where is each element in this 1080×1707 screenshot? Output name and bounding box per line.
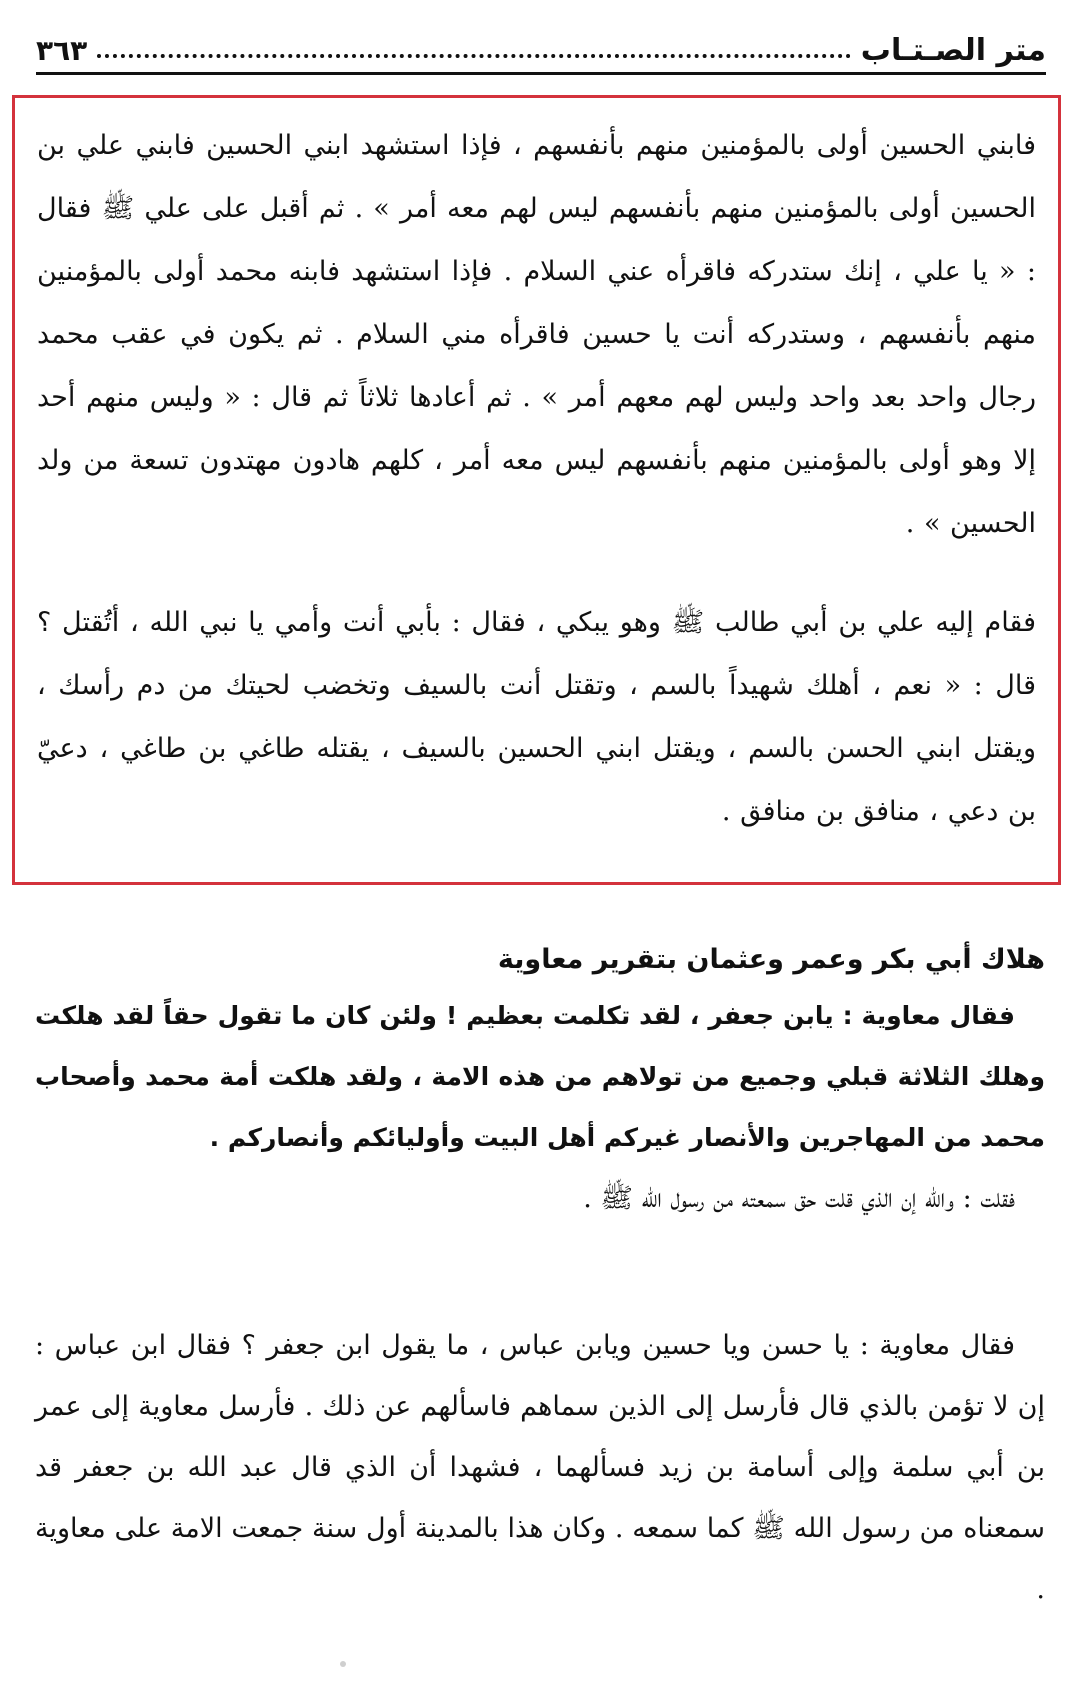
running-title: متر الصـتـاب — [860, 32, 1046, 68]
page-number: ٣٦٣ — [36, 33, 88, 67]
bold-paragraph: فقال معاوية : يابن جعفر ، لقد تكلمت بعظيم ! ولئن كان ما تقول حقاً لقد هلكت وهلك الثلاثة قبلي وجميع من تولاهم من هذه الامة ، ولقد هلكت أمة محمد وأصحاب محمد من المهاجرين والأنصار غيركم أهل البيت وأوليائكم وأنصاركم . — [35, 1001, 1045, 1152]
passage-paragraph-2: فقام إليه علي بن أبي طالب ﷺ وهو يبكي ، فقال : بأبي أنت وأمي يا نبي الله ، أتُقتل ؟ قال : « نعم ، أهلك شهيداً بالسم ، وتقتل أنت بالسيف وتخضب لحيتك من دم رأسك ، ويقتل ابني الحسن بالسم ، ويقتل ابني الحسين بالسيف ، يقتله طاغي بن طاغي ، دعيّ بن دعي ، منافق بن منافق . — [37, 607, 1036, 827]
dot-leader — [97, 54, 851, 58]
paragraph-gap — [37, 555, 1036, 591]
final-paragraph: فقال معاوية : يا حسن ويا حسين ويابن عباس ، ما يقول ابن جعفر ؟ فقال ابن عباس : إن لا تؤمن بالذي قال فأرسل إلى الذين سماهم فاسألهم عن ذلك . فأرسل معاوية إلى عمر بن أبي سلمة وإلى أسامة بن زيد فسألهما ، فشهدا أن الذي قال عبد الله بن جعفر قد سمعناه من رسول الله ﷺ كما سمعه . وكان هذا بالمدينة أول سنة جمعت الامة على معاوية . — [35, 1330, 1045, 1605]
footer-mark — [340, 1661, 346, 1667]
section-heading: هلاك أبي بكر وعمر وعثمان بتقرير معاوية — [497, 944, 1045, 975]
running-header — [36, 28, 1046, 75]
highlighted-passage — [12, 95, 1061, 885]
reply-paragraph: فقلت : والله إن الذي قلت حق سمعته من رسول الله ﷺ . — [583, 1183, 1015, 1214]
bold-paragraph-block — [35, 985, 1045, 1229]
final-paragraph-block — [35, 1315, 1045, 1620]
passage-paragraph-1: فابني الحسين أولى بالمؤمنين منهم بأنفسهم ، فإذا استشهد ابني الحسين فابني علي بن الحسين أولى بالمؤمنين منهم بأنفسهم ليس لهم معه أمر » . ثم أقبل على علي ﷺ فقال : « يا علي ، إنك ستدركه فاقرأه عني السلام . فإذا استشهد فابنه محمد أولى بالمؤمنين منهم بأنفسهم ، وستدركه أنت يا حسين فاقرأه مني السلام . ثم يكون في عقب محمد رجال واحد بعد واحد وليس لهم معهم أمر » . ثم أعادها ثلاثاً ثم قال : « وليس منهم أحد إلا وهو أولى بالمؤمنين منهم بأنفسهم ليس معه أمر ، كلهم هادون مهتدون تسعة من ولد الحسين » . — [37, 130, 1036, 539]
